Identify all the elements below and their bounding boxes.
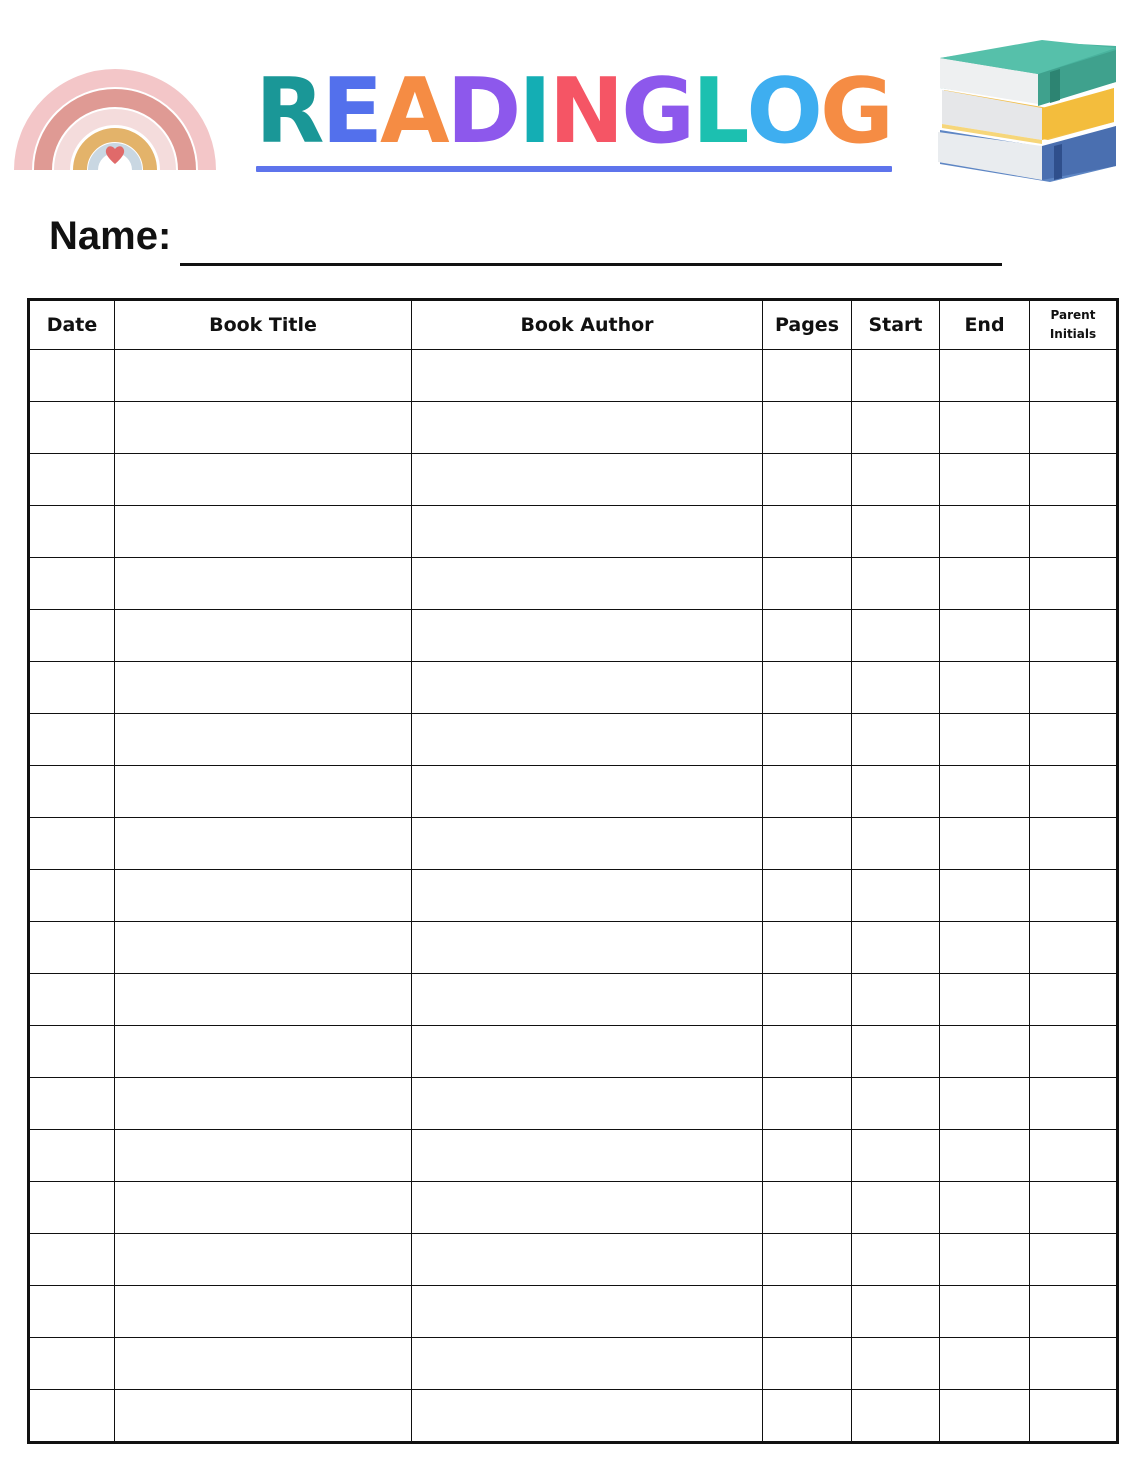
- books-stack-icon: [930, 28, 1126, 188]
- cell-date[interactable]: [29, 558, 115, 610]
- cell-pages[interactable]: [763, 1286, 852, 1338]
- cell-book-author[interactable]: [412, 506, 763, 558]
- cell-book-author[interactable]: [412, 1390, 763, 1443]
- cell-parent-initials[interactable]: [1030, 454, 1118, 506]
- cell-end[interactable]: [940, 506, 1030, 558]
- table-row: [29, 1078, 1118, 1130]
- cell-start[interactable]: [852, 922, 940, 974]
- cell-book-author[interactable]: [412, 610, 763, 662]
- cell-book-author[interactable]: [412, 1026, 763, 1078]
- title-letter: A: [379, 59, 447, 164]
- cell-book-author[interactable]: [412, 662, 763, 714]
- cell-start[interactable]: [852, 350, 940, 402]
- cell-date[interactable]: [29, 818, 115, 870]
- title-letter: L: [692, 59, 747, 164]
- cell-date[interactable]: [29, 870, 115, 922]
- cell-date[interactable]: [29, 1026, 115, 1078]
- cell-start[interactable]: [852, 1182, 940, 1234]
- cell-start[interactable]: [852, 558, 940, 610]
- title-underline: [256, 166, 892, 172]
- cell-book-title[interactable]: [115, 454, 412, 506]
- cell-end[interactable]: [940, 1182, 1030, 1234]
- cell-parent-initials[interactable]: [1030, 1026, 1118, 1078]
- cell-parent-initials[interactable]: [1030, 922, 1118, 974]
- title-letter: O: [746, 59, 820, 164]
- cell-pages[interactable]: [763, 662, 852, 714]
- cell-pages[interactable]: [763, 1026, 852, 1078]
- cell-end[interactable]: [940, 402, 1030, 454]
- cell-parent-initials[interactable]: [1030, 558, 1118, 610]
- cell-end[interactable]: [940, 1234, 1030, 1286]
- cell-book-title[interactable]: [115, 1234, 412, 1286]
- cell-book-author[interactable]: [412, 818, 763, 870]
- cell-book-author[interactable]: [412, 1234, 763, 1286]
- table-row: [29, 1130, 1118, 1182]
- cell-start[interactable]: [852, 662, 940, 714]
- title-letter: R: [255, 59, 322, 164]
- cell-pages[interactable]: [763, 506, 852, 558]
- cell-pages[interactable]: [763, 558, 852, 610]
- cell-start[interactable]: [852, 1390, 940, 1443]
- cell-pages[interactable]: [763, 1390, 852, 1443]
- title-letter: I: [518, 59, 549, 164]
- cell-date[interactable]: [29, 1182, 115, 1234]
- cell-pages[interactable]: [763, 1234, 852, 1286]
- cell-pages[interactable]: [763, 610, 852, 662]
- cell-book-title[interactable]: [115, 818, 412, 870]
- table-row: [29, 714, 1118, 766]
- cell-book-title[interactable]: [115, 922, 412, 974]
- cell-parent-initials[interactable]: [1030, 610, 1118, 662]
- cell-book-title[interactable]: [115, 558, 412, 610]
- reading-log-table: [27, 298, 1119, 1444]
- cell-end[interactable]: [940, 1026, 1030, 1078]
- cell-pages[interactable]: [763, 1338, 852, 1390]
- cell-book-author[interactable]: [412, 1286, 763, 1338]
- cell-book-title[interactable]: [115, 870, 412, 922]
- cell-pages[interactable]: [763, 350, 852, 402]
- table-row: [29, 1390, 1118, 1443]
- cell-date[interactable]: [29, 662, 115, 714]
- title-letter: N: [548, 59, 622, 164]
- cell-book-author[interactable]: [412, 974, 763, 1026]
- cell-book-author[interactable]: [412, 714, 763, 766]
- table-row: [29, 558, 1118, 610]
- table-row: [29, 506, 1118, 558]
- cell-date[interactable]: [29, 610, 115, 662]
- cell-start[interactable]: [852, 974, 940, 1026]
- column-header-parent-initials: Parent Initials: [1030, 300, 1118, 350]
- title-letter: G: [621, 59, 693, 164]
- table-row: [29, 454, 1118, 506]
- cell-book-author[interactable]: [412, 402, 763, 454]
- table-row: [29, 1182, 1118, 1234]
- cell-date[interactable]: [29, 1286, 115, 1338]
- table-header-row: [29, 300, 1118, 350]
- column-header-pages: Pages: [763, 300, 852, 350]
- cell-start[interactable]: [852, 1078, 940, 1130]
- table-row: [29, 662, 1118, 714]
- table-row: [29, 402, 1118, 454]
- cell-book-author[interactable]: [412, 454, 763, 506]
- cell-pages[interactable]: [763, 974, 852, 1026]
- cell-end[interactable]: [940, 714, 1030, 766]
- cell-book-author[interactable]: [412, 922, 763, 974]
- cell-book-author[interactable]: [412, 870, 763, 922]
- cell-book-title[interactable]: [115, 610, 412, 662]
- cell-pages[interactable]: [763, 870, 852, 922]
- cell-parent-initials[interactable]: [1030, 1182, 1118, 1234]
- cell-parent-initials[interactable]: [1030, 870, 1118, 922]
- column-header-book-title: Book Title: [115, 300, 412, 350]
- cell-end[interactable]: [940, 662, 1030, 714]
- cell-parent-initials[interactable]: [1030, 1130, 1118, 1182]
- cell-pages[interactable]: [763, 454, 852, 506]
- cell-pages[interactable]: [763, 1130, 852, 1182]
- table-row: [29, 766, 1118, 818]
- rainbow-icon: [12, 36, 218, 176]
- cell-end[interactable]: [940, 1078, 1030, 1130]
- cell-parent-initials[interactable]: [1030, 1078, 1118, 1130]
- cell-pages[interactable]: [763, 402, 852, 454]
- table-row: [29, 1234, 1118, 1286]
- cell-book-title[interactable]: [115, 766, 412, 818]
- cell-parent-initials[interactable]: [1030, 1286, 1118, 1338]
- cell-end[interactable]: [940, 870, 1030, 922]
- cell-pages[interactable]: [763, 1078, 852, 1130]
- cell-start[interactable]: [852, 1338, 940, 1390]
- cell-end[interactable]: [940, 1390, 1030, 1443]
- cell-pages[interactable]: [763, 1182, 852, 1234]
- column-header-end: End: [940, 300, 1030, 350]
- cell-date[interactable]: [29, 1390, 115, 1443]
- cell-end[interactable]: [940, 922, 1030, 974]
- cell-book-author[interactable]: [412, 1078, 763, 1130]
- cell-end[interactable]: [940, 818, 1030, 870]
- cell-book-title[interactable]: [115, 662, 412, 714]
- cell-date[interactable]: [29, 506, 115, 558]
- table-row: [29, 1026, 1118, 1078]
- cell-date[interactable]: [29, 454, 115, 506]
- cell-pages[interactable]: [763, 818, 852, 870]
- cell-end[interactable]: [940, 766, 1030, 818]
- cell-date[interactable]: [29, 974, 115, 1026]
- cell-book-title[interactable]: [115, 1286, 412, 1338]
- cell-start[interactable]: [852, 870, 940, 922]
- cell-book-author[interactable]: [412, 558, 763, 610]
- cell-book-title[interactable]: [115, 350, 412, 402]
- cell-book-title[interactable]: [115, 1130, 412, 1182]
- cell-parent-initials[interactable]: [1030, 714, 1118, 766]
- cell-book-title[interactable]: [115, 1026, 412, 1078]
- cell-date[interactable]: [29, 766, 115, 818]
- title-letter: D: [446, 59, 519, 164]
- table-row: [29, 350, 1118, 402]
- cell-parent-initials[interactable]: [1030, 1338, 1118, 1390]
- cell-date[interactable]: [29, 1078, 115, 1130]
- table-row: [29, 610, 1118, 662]
- cell-date[interactable]: [29, 714, 115, 766]
- table-row: [29, 870, 1118, 922]
- cell-parent-initials[interactable]: [1030, 662, 1118, 714]
- cell-book-title[interactable]: [115, 1390, 412, 1443]
- cell-book-title[interactable]: [115, 1338, 412, 1390]
- cell-date[interactable]: [29, 1130, 115, 1182]
- cell-pages[interactable]: [763, 922, 852, 974]
- cell-book-author[interactable]: [412, 1338, 763, 1390]
- cell-date[interactable]: [29, 1234, 115, 1286]
- column-header-date: Date: [29, 300, 115, 350]
- cell-parent-initials[interactable]: [1030, 1234, 1118, 1286]
- cell-book-title[interactable]: [115, 1078, 412, 1130]
- cell-start[interactable]: [852, 610, 940, 662]
- table-row: [29, 922, 1118, 974]
- cell-end[interactable]: [940, 350, 1030, 402]
- table-row: [29, 1286, 1118, 1338]
- cell-start[interactable]: [852, 818, 940, 870]
- column-header-start: Start: [852, 300, 940, 350]
- cell-date[interactable]: [29, 1338, 115, 1390]
- table-row: [29, 818, 1118, 870]
- table-row: [29, 1338, 1118, 1390]
- cell-parent-initials[interactable]: [1030, 1390, 1118, 1443]
- cell-start[interactable]: [852, 1026, 940, 1078]
- page-title: [255, 59, 891, 164]
- table-row: [29, 974, 1118, 1026]
- cell-parent-initials[interactable]: [1030, 974, 1118, 1026]
- cell-parent-initials[interactable]: [1030, 818, 1118, 870]
- cell-end[interactable]: [940, 1338, 1030, 1390]
- cell-book-title[interactable]: [115, 1182, 412, 1234]
- cell-parent-initials[interactable]: [1030, 766, 1118, 818]
- cell-start[interactable]: [852, 1286, 940, 1338]
- cell-pages[interactable]: [763, 766, 852, 818]
- cell-pages[interactable]: [763, 714, 852, 766]
- cell-book-title[interactable]: [115, 506, 412, 558]
- cell-end[interactable]: [940, 558, 1030, 610]
- cell-book-title[interactable]: [115, 402, 412, 454]
- cell-date[interactable]: [29, 350, 115, 402]
- cell-end[interactable]: [940, 454, 1030, 506]
- cell-book-title[interactable]: [115, 714, 412, 766]
- cell-end[interactable]: [940, 974, 1030, 1026]
- cell-end[interactable]: [940, 1286, 1030, 1338]
- name-field[interactable]: [180, 263, 1002, 266]
- cell-parent-initials[interactable]: [1030, 506, 1118, 558]
- cell-start[interactable]: [852, 454, 940, 506]
- cell-start[interactable]: [852, 402, 940, 454]
- cell-start[interactable]: [852, 506, 940, 558]
- cell-book-author[interactable]: [412, 1182, 763, 1234]
- cell-start[interactable]: [852, 1130, 940, 1182]
- cell-book-author[interactable]: [412, 350, 763, 402]
- cell-date[interactable]: [29, 402, 115, 454]
- cell-book-author[interactable]: [412, 766, 763, 818]
- column-header-book-author: Book Author: [412, 300, 763, 350]
- cell-parent-initials[interactable]: [1030, 350, 1118, 402]
- cell-book-author[interactable]: [412, 1130, 763, 1182]
- cell-start[interactable]: [852, 714, 940, 766]
- title-letter: E: [321, 59, 380, 164]
- cell-book-title[interactable]: [115, 974, 412, 1026]
- cell-parent-initials[interactable]: [1030, 402, 1118, 454]
- name-label: Name:: [49, 214, 172, 258]
- cell-end[interactable]: [940, 1130, 1030, 1182]
- cell-end[interactable]: [940, 610, 1030, 662]
- cell-date[interactable]: [29, 922, 115, 974]
- cell-start[interactable]: [852, 1234, 940, 1286]
- cell-start[interactable]: [852, 766, 940, 818]
- title-letter: G: [819, 59, 891, 164]
